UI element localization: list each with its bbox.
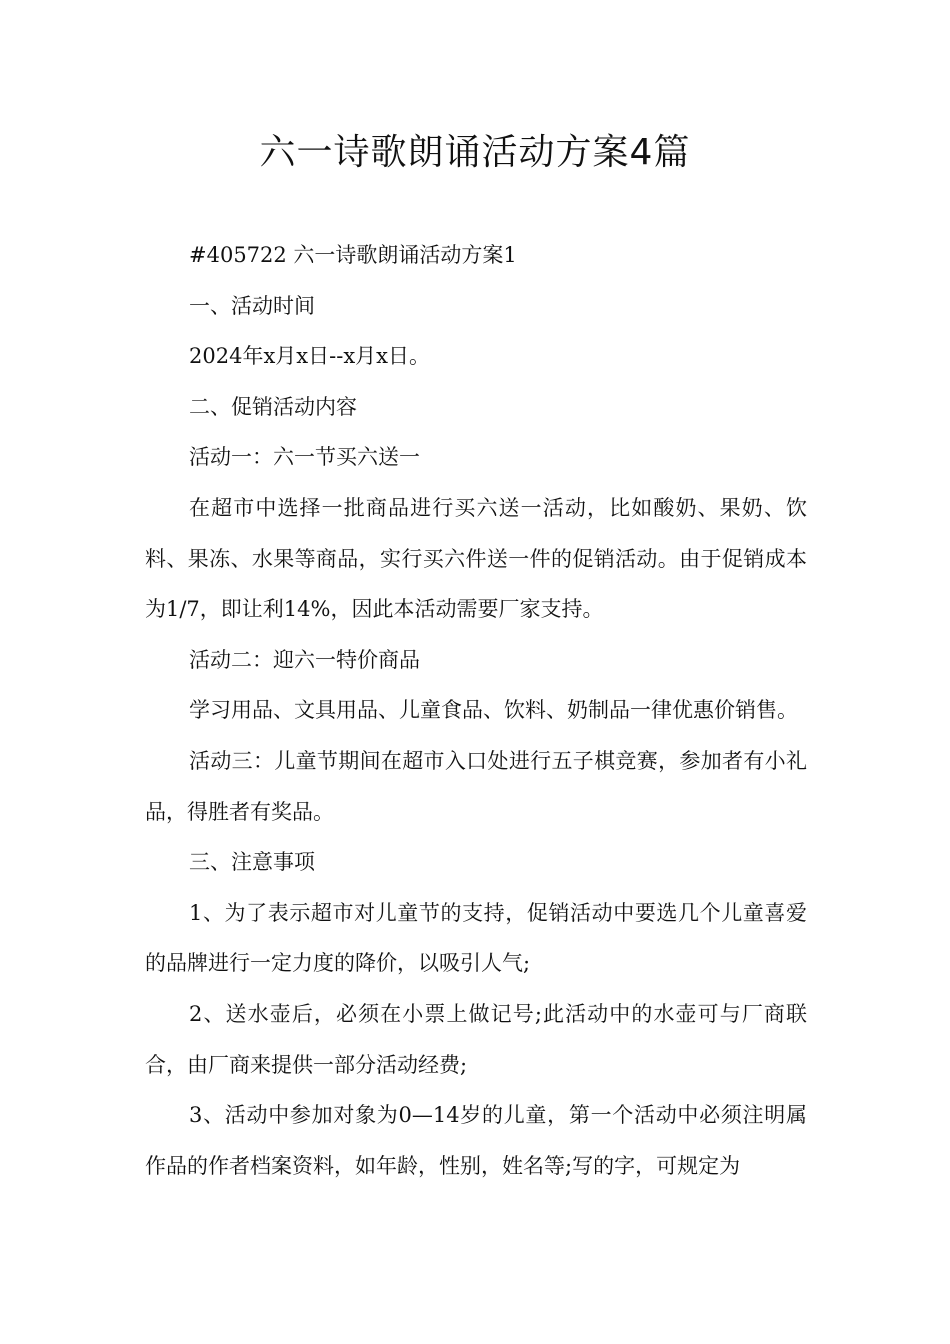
paragraph-note-two: 2、送水壶后，必须在小票上做记号;此活动中的水壶可与厂商联合，由厂商来提供一部分活动经费;	[145, 1001, 807, 1077]
paragraph-date-range: 2024年x月x日--x月x日。	[189, 344, 431, 369]
paragraph-activity-one-detail: 在超市中选择一批商品进行买六送一活动，比如酸奶、果奶、饮料、果冻、水果等商品，实行买六件送一件的促销活动。由于促销成本为1/7，即让利14%，因此本活动需要厂家支持。	[145, 495, 807, 622]
paragraph-activity-two: 活动二：迎六一特价商品	[189, 647, 420, 672]
paragraph-note-three: 3、活动中参加对象为0—14岁的儿童，第一个活动中必须注明属作品的作者档案资料，如年龄，性别，姓名等;写的字，可规定为	[145, 1103, 807, 1178]
paragraph-heading-content: 二、促销活动内容	[189, 394, 357, 419]
paragraph-activity-three: 活动三：儿童节期间在超市入口处进行五子棋竞赛，参加者有小礼品，得胜者有奖品。	[145, 748, 807, 824]
paragraph-heading-time: 一、活动时间	[189, 293, 315, 318]
paragraph-note-one: 1、为了表示超市对儿童节的支持，促销活动中要选几个儿童喜爱的品牌进行一定力度的降价，以吸引人气;	[145, 900, 807, 976]
paragraph-activity-two-detail: 学习用品、文具用品、儿童食品、饮料、奶制品一律优惠价销售。	[189, 698, 798, 723]
document-body	[145, 230, 807, 1191]
paragraph-section-heading: #405722 六一诗歌朗诵活动方案1	[189, 243, 517, 267]
paragraph-heading-notes: 三、注意事项	[189, 850, 315, 875]
document-title: 六一诗歌朗诵活动方案4篇	[259, 132, 691, 173]
paragraph-activity-one: 活动一：六一节买六送一	[189, 445, 420, 470]
